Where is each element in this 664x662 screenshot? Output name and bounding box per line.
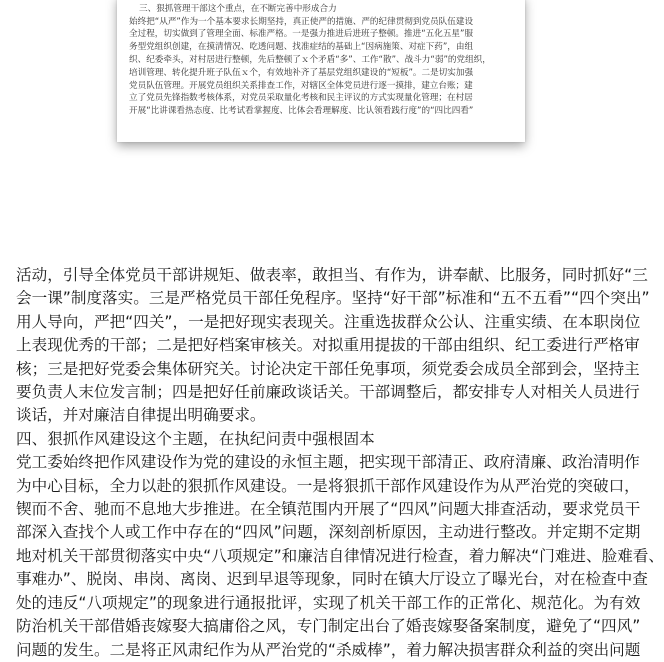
body-line: 为中心目标，全力以赴的狠抓作风建设。一是将狠抓干部作风建设作为从严治党的突破口，: [16, 476, 640, 495]
body-line: 部深入查找个人或工作中存在的“四风”问题，深刻剖析原因，主动进行整改。并定期不定期: [16, 523, 641, 542]
body-line: 事难办”、脱岗、串岗、离岗、迟到早退等现象，同时在镇大厅设立了曝光台，对在检查中查: [16, 570, 648, 589]
body-line: 处的违反“八项规定”的现象进行通报批评，实现了机关干部工作的正常化、规范化。为有效: [16, 593, 641, 612]
thumbnail-heading: 三、狠抓管理干部这个重点，在不断完善中形成合力: [139, 3, 337, 14]
thumbnail-line: 培训管理、转化提升班子队伍ｘ个，有效地补齐了基层党组织建设的“短板”。二是切实加强: [129, 67, 474, 78]
page-preview-area: [0, 0, 640, 260]
section-heading: 四、狠抓作风建设这个主题，在执纪问责中强根固本: [16, 429, 375, 448]
body-line: 上表现优秀的干部；二是把好档案审核关。对拟重用提拔的干部由组织、纪工委进行严格审: [16, 336, 640, 355]
document-body: [16, 264, 664, 662]
thumbnail-line: 始终把“从严”作为一个基本要求长期坚持，真正使严的措施、严的纪律贯彻到党员队伍建设: [129, 16, 474, 27]
thumbnail-text: [129, 0, 513, 118]
thumbnail-line: 开展“比讲课看热态度、比考试看掌握度、比体会看理解度、比认领看践行度”的“四比四看”: [129, 106, 474, 117]
body-line: 核；三是把好党委会集体研究关。讨论决定干部任免事项，须党委会成员全部到会，坚持主: [16, 359, 640, 378]
thumbnail-line: 党员队伍管理。开展党员组织关系排查工作，对辖区全体党员进行逐一摸排，建立台账；建: [129, 80, 473, 91]
body-line: 会一课”制度落实。三是严格党员干部任免程序。坚持“好干部”标准和“五不五看”“四个突出”: [16, 289, 650, 308]
thumbnail-line: 立了党员先锋指数考核体系，对党员采取量化考核和民主评议的方式实现量化管理；在村居: [129, 93, 473, 104]
body-line: 地对机关干部贯彻落实中央“八项规定”和廉洁自律情况进行检查，着力解决“门难进、脸难看、: [16, 546, 664, 565]
thumbnail-line: 全过程，切实做到了管理全面、标准严格。一是强力推进后进班子整顿。推进“五化五星”服: [129, 29, 474, 40]
body-line: 锲而不舍、驰而不息地大步推进。在全镇范围内开展了“四风”问题大排查活动，要求党员干: [16, 500, 641, 519]
body-line: 要负责人末位发言制；四是把好任前廉政谈话关。干部调整后，都安排专人对相关人员进行: [16, 383, 640, 402]
body-line: 防治机关干部借婚丧嫁娶大搞庸俗之风，专门制定出台了婚丧嫁娶备案制度，避免了“四风”: [16, 617, 641, 636]
body-line: 党工委始终把作风建设作为党的建设的永恒主题，把实现干部清正、政府清廉、政治清明作: [16, 453, 640, 472]
body-line: 谈话，并对廉洁自律提出明确要求。: [16, 406, 266, 425]
body-line: 用人导向，严把“四关”，一是把好现实表现关。注重选拔群众公认、注重实绩、在本职岗位: [16, 312, 641, 331]
body-line: 问题的发生。二是将正风肃纪作为从严治党的“杀威棒”，着力解决损害群众利益的突出问题: [16, 640, 641, 659]
thumbnail-line: 织、纪委牵头，对村居进行整顿，先后整顿了ｘ个矛盾“多”、工作“散”、战斗力“弱”的党组织，: [129, 54, 491, 65]
body-line: 活动，引导全体党员干部讲规矩、做表率，敢担当、有作为，讲奉献、比服务，同时抓好“三: [16, 266, 648, 284]
page-thumbnail[interactable]: [117, 0, 525, 142]
thumbnail-line: 务型党组织创建，在摸清情况、吃透问题、找准症结的基础上“因病施策、对症下药”，由组: [129, 42, 474, 53]
